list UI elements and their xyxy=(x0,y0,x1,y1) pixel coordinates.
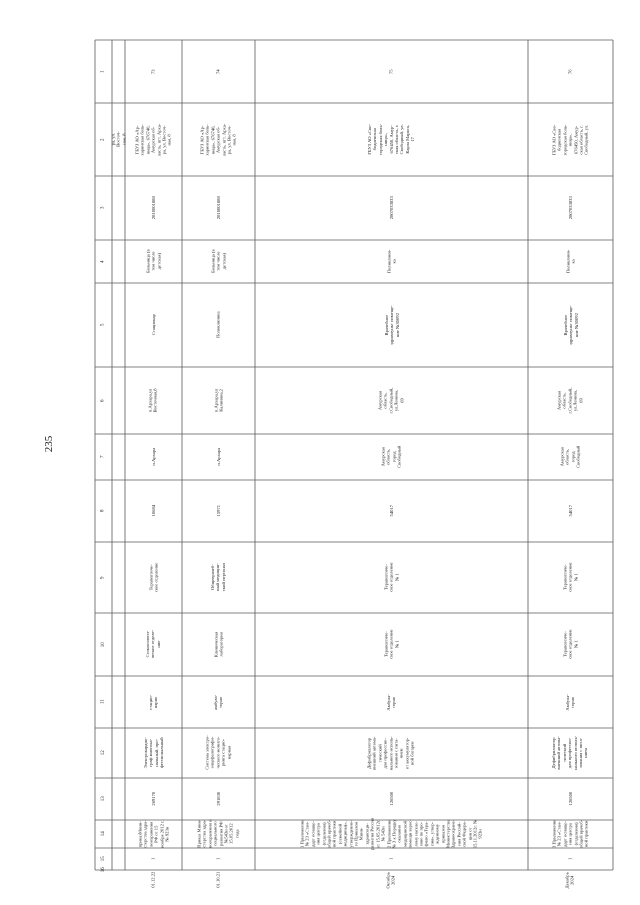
row-73-col-6: п.Архара,ул Восточная,8 xyxy=(148,388,159,413)
row-75-col-11: Амбула- торно xyxy=(386,693,397,711)
row-76-col-5: Врачебное здравпункт помеще- ние №30092 xyxy=(562,305,579,345)
row-73-col-15: 1 xyxy=(150,857,156,861)
header-col-2: 2 xyxy=(100,138,106,141)
header-col-12: 12 xyxy=(100,750,106,756)
row-75-col-5: Врачебное здравпункт помеще- ние №30092 xyxy=(383,305,400,345)
row-76-col-10: Терапевтиче- ское отделение № 1 xyxy=(562,629,579,660)
row-75-col-7: Амурская область, город Свободный xyxy=(380,445,402,469)
row-73-col-12: Электрокардио- граф многока- нальный, про- фессиональный xyxy=(142,737,164,769)
row-75-col-16: Октябрь 2024 xyxy=(386,871,397,889)
row-76-col-13: 126500 xyxy=(567,792,573,806)
row-74-col-11: амбула- торно xyxy=(213,694,224,710)
row-75-col-3: 2807033833 xyxy=(388,196,394,220)
row-74-col-12: Система электро- энцефалографи- ческого монито- ринга стацио- нарная xyxy=(204,735,232,771)
row-74-col-9: Общеврачеб- ный медицин- ский персонал xyxy=(210,563,227,592)
header-col-6: 6 xyxy=(100,399,106,402)
row-74-col-16: 01.10.21 xyxy=(215,871,221,889)
row-76-col-6: Амурская область, г.Свободный, ул.Ленина, 69 xyxy=(556,387,584,414)
header-col-3: 3 xyxy=(100,206,106,210)
row-75-col-12: Дефибриллятор внешний автома- тический для профессио- нального исполь- зования с пита- нием от аккумулятор- ной батареи xyxy=(367,735,416,771)
row-76-col-9: Терапевтиче- ское отделение № 1 xyxy=(562,562,579,593)
row-73-col-7: п.Архара xyxy=(150,448,156,466)
row-73-col-14: приказМини- стерства здра- воохранения РФ от 15 ноября 2012 г. № 923н xyxy=(137,820,170,848)
header-col-7: 7 xyxy=(100,455,106,459)
header-col-8: 8 xyxy=(100,509,106,513)
row-74-col-4: Больница (в том числе детская) xyxy=(210,249,227,274)
row-76-col-4: Поликлини- ка xyxy=(565,249,576,274)
row-76-col-8: 54017 xyxy=(567,505,573,517)
header-col-13: 13 xyxy=(100,796,106,802)
row-74-col-14: Приказ Мини- стерства здра- воохранения и социального развития РФ №543н от 15.05.2012 года xyxy=(196,819,240,849)
row-75-col-8: 54017 xyxy=(388,505,394,517)
row-74-col-6: п.Архара,ул Калинина,2 xyxy=(213,388,224,413)
row-76-col-3: 2807033833 xyxy=(567,196,573,220)
row-73-col-8: 10684 xyxy=(150,505,156,517)
row-76-col-2: ГБУЗ АО «Сво- бодненская городская боль- ница», 676450, Амур- ская область, г. Свободный, ул. xyxy=(551,124,590,155)
row-73-col-11: стацио- нарно xyxy=(148,694,159,710)
row-75-col-4: Поликлини- ка xyxy=(386,249,397,274)
row-73-col-10: Стоматологи- ческое отделе- ние xyxy=(145,630,162,659)
row-73-col-3: 2810001888 xyxy=(150,196,156,220)
row-73-col-9: Терапевтиче- ское отделение xyxy=(148,562,159,593)
row-74-col-8: 15971 xyxy=(215,505,221,517)
row-76-col-1: 76 xyxy=(567,69,573,74)
row-75-col-6: Амурская область, г.Свободный, ул.Ленина, 69 xyxy=(377,387,405,414)
row-76-col-16: Декабрь 2024 xyxy=(565,871,576,889)
header-col-15: 15 xyxy=(100,856,106,862)
row-73-col-16: 01.12.22 xyxy=(150,871,156,889)
row-73-col-2: ГБУЗ АО «Ар- харинская боль- ница», 676740, Амурская об- ласть, пгт. Арха- ра, ул. Восточ- ная, 8 xyxy=(134,123,173,156)
row-73-col-1: 73 xyxy=(150,69,156,74)
row-76-col-11: Амбула- торно xyxy=(565,693,576,711)
row-74-col-5: Поликлиника xyxy=(215,311,221,339)
header-col-1: 1 xyxy=(100,70,106,73)
header-col-4: 4 xyxy=(100,260,106,263)
row-75-col-1: 75 xyxy=(388,69,394,74)
row-76-col-14: 3 Приложение № 23 «Стан- дарт оснаще- ния центра (отделения) общей врачеб- ной практики xyxy=(551,819,590,849)
row-75-col-15: 1 xyxy=(388,857,394,861)
row-76-col-7: Амурская область, город Свободный xyxy=(559,445,581,469)
row-75-col-13: 126500 xyxy=(388,792,394,806)
row-73-col-13: 269170 xyxy=(150,792,156,806)
row-74-col-7: п.Архара xyxy=(215,448,221,466)
row-73-col-5: Стационар xyxy=(150,314,156,336)
row-74-col-10: Клиническая лаборатория xyxy=(213,631,224,658)
page-number: 235 xyxy=(43,435,55,453)
row-73-col-4: Больница (в том числе детская) xyxy=(145,249,162,274)
fragment-cell-2: ра, ул. Восточ- ная, 8 xyxy=(110,131,127,148)
header-col-9: 9 xyxy=(100,576,106,579)
header-col-14: 14 xyxy=(100,831,106,837)
header-col-10: 10 xyxy=(100,642,106,647)
row-74-col-15: 1 xyxy=(215,857,221,861)
row-76-col-15: 1 xyxy=(567,857,573,861)
row-75-col-2: ГБУЗ АО «Сво- бодненская городская боль- ница», 676450, Амур- ская область, г. Свободный, ул. Карла Маркса, 17 xyxy=(367,124,416,155)
header-col-5: 5 xyxy=(100,323,106,327)
row-74-col-13: 291830 xyxy=(215,792,221,806)
row-74-col-2: ГБУЗ АО «Ар- харинская боль- ница», 676740, Амурская об- ласть, пгт. Арха- ра, ул. Восточ- ная, 8 xyxy=(199,123,238,156)
row-74-col-3: 2810001888 xyxy=(215,196,221,220)
row-75-col-14: 1 Приложение № 23 «Стан- дарт оснаще- ния центра (отделения) общей врачеб- ной практики (семейной медицины)», утвержденно- го Приказом Мини- здравсоци- развития России от 15.05.2012г. № 543н 2 Приложение № 3 к Порядку оказания медицинской помощи взрос- лому населе- нию по про- филю «Тера- пия», утвер- жденному приказом Министерства Здравоохране- ния Россий- ской Федера- ции от 15.11.2012г. № 923н xyxy=(299,817,483,851)
row-75-col-9: Терапевтиче- ское отделение № 1 xyxy=(383,562,400,593)
row-76-col-12: Дефибриллятор внешний автома- тический для профессио- нального исполь- зования с пита- нием xyxy=(551,735,590,771)
row-75-col-10: Терапевтиче- ское отделение № 1 xyxy=(383,629,400,660)
row-74-col-1: 74 xyxy=(215,69,221,74)
header-col-11: 11 xyxy=(100,699,106,705)
